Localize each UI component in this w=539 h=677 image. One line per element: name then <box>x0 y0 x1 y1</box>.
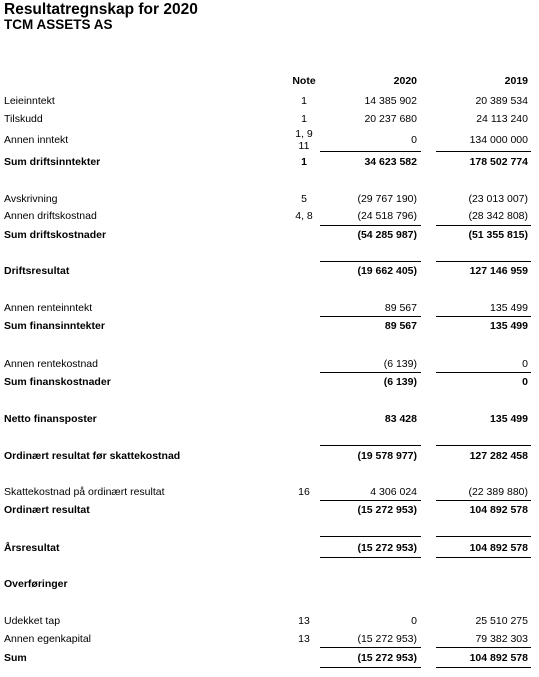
table-row <box>0 113 539 125</box>
table-row <box>0 128 539 152</box>
sum-divider <box>436 647 531 648</box>
row-value-2020: (29 767 190) <box>357 193 417 205</box>
row-value-2019: 24 113 240 <box>476 113 528 125</box>
row-label: Sum finanskostnader <box>4 376 111 388</box>
row-value-2020: 89 567 <box>384 302 417 314</box>
sum-divider <box>320 647 421 648</box>
row-label: Annen rentekostnad <box>4 358 98 370</box>
row-value-2020: (19 578 977) <box>357 450 417 462</box>
row-value-2020: 89 567 <box>384 320 417 332</box>
table-row <box>0 193 539 205</box>
sum-divider <box>320 151 421 152</box>
row-value-2019: (28 342 808) <box>468 210 528 222</box>
table-row <box>0 320 539 332</box>
row-value-2019: 127 282 458 <box>469 450 528 462</box>
row-label: Sum driftsinntekter <box>4 156 101 168</box>
row-value-2020: (15 272 953) <box>357 652 417 664</box>
table-row <box>0 358 539 370</box>
row-label: Ordinært resultat før skattekostnad <box>4 450 181 462</box>
column-header-2019: 2019 <box>504 75 528 87</box>
row-value-2019: 135 499 <box>490 413 528 425</box>
row-label: Netto finansposter <box>4 413 97 425</box>
row-note: 1 <box>301 95 307 107</box>
row-label: Årsresultat <box>4 542 60 554</box>
table-row <box>0 265 539 277</box>
row-label: Sum <box>4 652 27 664</box>
row-value-2019: 135 499 <box>490 302 528 314</box>
row-label: Driftsresultat <box>4 265 70 277</box>
sum-divider <box>320 261 421 262</box>
row-value-2019: 0 <box>522 376 528 388</box>
sum-divider <box>436 261 531 262</box>
row-label: Sum driftskostnader <box>4 229 107 241</box>
table-row <box>0 542 539 554</box>
table-row <box>0 413 539 425</box>
sum-divider <box>436 225 531 226</box>
table-row <box>0 504 539 516</box>
double-underline <box>436 667 531 668</box>
sum-divider <box>436 372 531 373</box>
row-value-2019: 134 000 000 <box>469 134 528 146</box>
row-value-2019: 104 892 578 <box>469 652 528 664</box>
table-row <box>0 229 539 241</box>
sum-divider <box>320 316 421 317</box>
sum-divider <box>320 225 421 226</box>
row-note-continued: 11 <box>298 140 310 152</box>
row-value-2020: (15 272 953) <box>357 633 417 645</box>
row-label: Ordinært resultat <box>4 504 90 516</box>
table-row <box>0 633 539 645</box>
row-label: Leieinntekt <box>4 95 55 107</box>
report-title: Resultatregnskap for 2020 <box>4 1 198 18</box>
sum-divider <box>436 151 531 152</box>
row-value-2019: (51 355 815) <box>468 229 528 241</box>
table-row <box>0 615 539 627</box>
table-row <box>0 156 539 168</box>
row-value-2020: 0 <box>411 615 417 627</box>
sum-divider <box>320 536 421 537</box>
sum-divider <box>436 500 531 501</box>
row-label: Annen driftskostnad <box>4 210 97 222</box>
row-value-2020: 83 428 <box>384 413 417 425</box>
row-label: Avskrivning <box>4 193 58 205</box>
row-value-2019: 0 <box>522 358 528 370</box>
row-label: Annen renteinntekt <box>4 302 93 314</box>
table-row <box>0 210 539 222</box>
sum-divider <box>436 445 531 446</box>
double-underline <box>436 557 531 558</box>
row-value-2019: (22 389 880) <box>468 486 528 498</box>
row-value-2020: (6 139) <box>383 376 417 388</box>
sum-divider <box>436 536 531 537</box>
company-name: TCM ASSETS AS <box>4 17 113 32</box>
table-row <box>0 302 539 314</box>
row-value-2020: 4 306 024 <box>370 486 417 498</box>
row-value-2019: (23 013 007) <box>468 193 528 205</box>
table-row <box>0 486 539 498</box>
table-row <box>0 95 539 107</box>
row-label: Annen egenkapital <box>4 633 91 645</box>
table-row <box>0 652 539 664</box>
row-label: Skattekostnad på ordinært resultat <box>4 486 165 498</box>
row-label: Tilskudd <box>4 113 43 125</box>
section-heading <box>0 578 539 590</box>
row-value-2019: 127 146 959 <box>469 265 528 277</box>
row-note: 1 <box>301 113 307 125</box>
row-value-2019: 104 892 578 <box>469 542 528 554</box>
row-value-2020: 14 385 902 <box>364 95 417 107</box>
row-value-2020: (15 272 953) <box>357 542 417 554</box>
sum-divider <box>436 316 531 317</box>
row-value-2020: (54 285 987) <box>357 229 417 241</box>
double-underline <box>320 557 421 558</box>
row-label: Udekket tap <box>4 615 61 627</box>
double-underline <box>320 667 421 668</box>
row-value-2020: (24 518 796) <box>357 210 417 222</box>
row-note: 4, 8 <box>295 210 313 222</box>
sum-divider <box>320 372 421 373</box>
row-value-2020: 0 <box>411 134 417 146</box>
column-header-2020: 2020 <box>393 75 417 87</box>
row-value-2019: 20 389 534 <box>475 95 528 107</box>
table-row <box>0 376 539 388</box>
row-value-2019: 104 892 578 <box>469 504 528 516</box>
row-value-2019: 25 510 275 <box>475 615 528 627</box>
row-value-2020: (15 272 953) <box>357 504 417 516</box>
row-note: 13 <box>298 633 310 645</box>
table-row <box>0 450 539 462</box>
row-note: 1 <box>301 156 307 168</box>
column-header-row <box>0 75 539 87</box>
row-note: 13 <box>298 615 310 627</box>
row-value-2019: 79 382 303 <box>475 633 528 645</box>
row-value-2020: 34 623 582 <box>364 156 417 168</box>
row-note: 1, 9 <box>295 128 313 140</box>
row-label: Annen inntekt <box>4 134 69 146</box>
sum-divider <box>320 445 421 446</box>
sum-divider <box>320 500 421 501</box>
row-value-2019: 178 502 774 <box>469 156 528 168</box>
row-note: 16 <box>298 486 310 498</box>
column-header-note: Note <box>292 75 316 87</box>
row-note: 5 <box>301 193 307 205</box>
row-value-2020: (6 139) <box>383 358 417 370</box>
row-label: Overføringer <box>4 578 68 590</box>
row-label: Sum finansinntekter <box>4 320 105 332</box>
row-value-2020: 20 237 680 <box>364 113 417 125</box>
row-value-2020: (19 662 405) <box>357 265 417 277</box>
row-value-2019: 135 499 <box>490 320 528 332</box>
